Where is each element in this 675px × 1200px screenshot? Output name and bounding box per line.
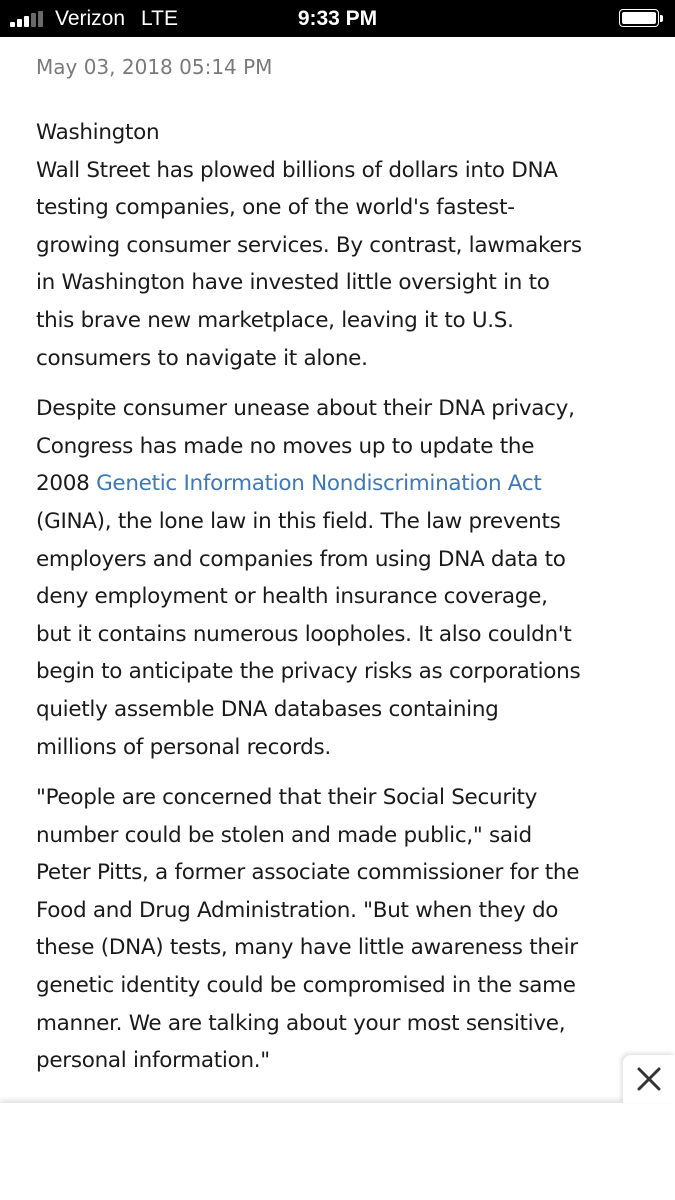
gina-act-link[interactable]: Genetic Information Nondiscrimination Act bbox=[96, 471, 542, 497]
close-x-icon bbox=[636, 1066, 662, 1092]
paragraph-line: "People are concerned that their Social Security bbox=[36, 785, 538, 811]
article-body bbox=[36, 50, 648, 1080]
paragraph-line: quietly assemble DNA databases containing bbox=[36, 696, 499, 722]
paragraph-line: but it contains numerous loopholes. It also couldn't bbox=[36, 621, 572, 647]
paragraph-text: 2008 bbox=[36, 471, 97, 497]
paragraph-line: personal information." bbox=[36, 1048, 270, 1074]
paragraph-line: (GINA), the lone law in this field. The law prevents bbox=[36, 508, 561, 534]
paragraph-line: Food and Drug Administration. "But when they do bbox=[36, 897, 559, 923]
article-dateline: May 03, 2018 05:14 PM bbox=[36, 55, 273, 79]
paragraph-line-with-link bbox=[36, 465, 648, 503]
paragraph-line: Congress has made no moves up to update the bbox=[36, 433, 535, 459]
paragraph-line: consumers to navigate it alone. bbox=[36, 345, 368, 371]
paragraph-line: number could be stolen and made public," said bbox=[36, 822, 532, 848]
paragraph-line: Peter Pitts, a former associate commissioner for the bbox=[36, 860, 580, 886]
paragraph-line: Wall Street has plowed billions of dollars into DNA bbox=[36, 157, 558, 183]
paragraph-line: Despite consumer unease about their DNA privacy, bbox=[36, 396, 575, 422]
paragraph-line: genetic identity could be compromised in the same bbox=[36, 973, 576, 999]
article-paragraph-1 bbox=[36, 152, 648, 378]
article-location: Washington bbox=[36, 120, 160, 145]
paragraph-line: this brave new marketplace, leaving it to U.S. bbox=[36, 307, 514, 333]
paragraph-line: employers and companies from using DNA data to bbox=[36, 546, 566, 572]
status-time: 9:33 PM bbox=[297, 7, 378, 30]
article-paragraph-3 bbox=[36, 779, 648, 1080]
paragraph-line: these (DNA) tests, many have little awareness their bbox=[36, 935, 578, 961]
network-label: LTE bbox=[141, 6, 179, 30]
status-bar bbox=[0, 0, 675, 37]
paragraph-line: begin to anticipate the privacy risks as corporations bbox=[36, 659, 581, 685]
paragraph-line: manner. We are talking about your most sensitive, bbox=[36, 1010, 566, 1036]
article-paragraph-2 bbox=[36, 390, 648, 766]
paragraph-line: millions of personal records. bbox=[36, 734, 331, 760]
overlay-close-button[interactable] bbox=[623, 1055, 675, 1103]
paragraph-line: growing consumer services. By contrast, lawmakers bbox=[36, 232, 582, 258]
battery-icon bbox=[619, 9, 665, 29]
paragraph-line: in Washington have invested little oversight in to bbox=[36, 270, 550, 296]
paragraph-line: testing companies, one of the world's fastest- bbox=[36, 195, 515, 221]
paragraph-line: deny employment or health insurance coverage, bbox=[36, 584, 548, 610]
bottom-ad-overlay bbox=[0, 1103, 675, 1200]
carrier-label: Verizon bbox=[55, 6, 126, 30]
